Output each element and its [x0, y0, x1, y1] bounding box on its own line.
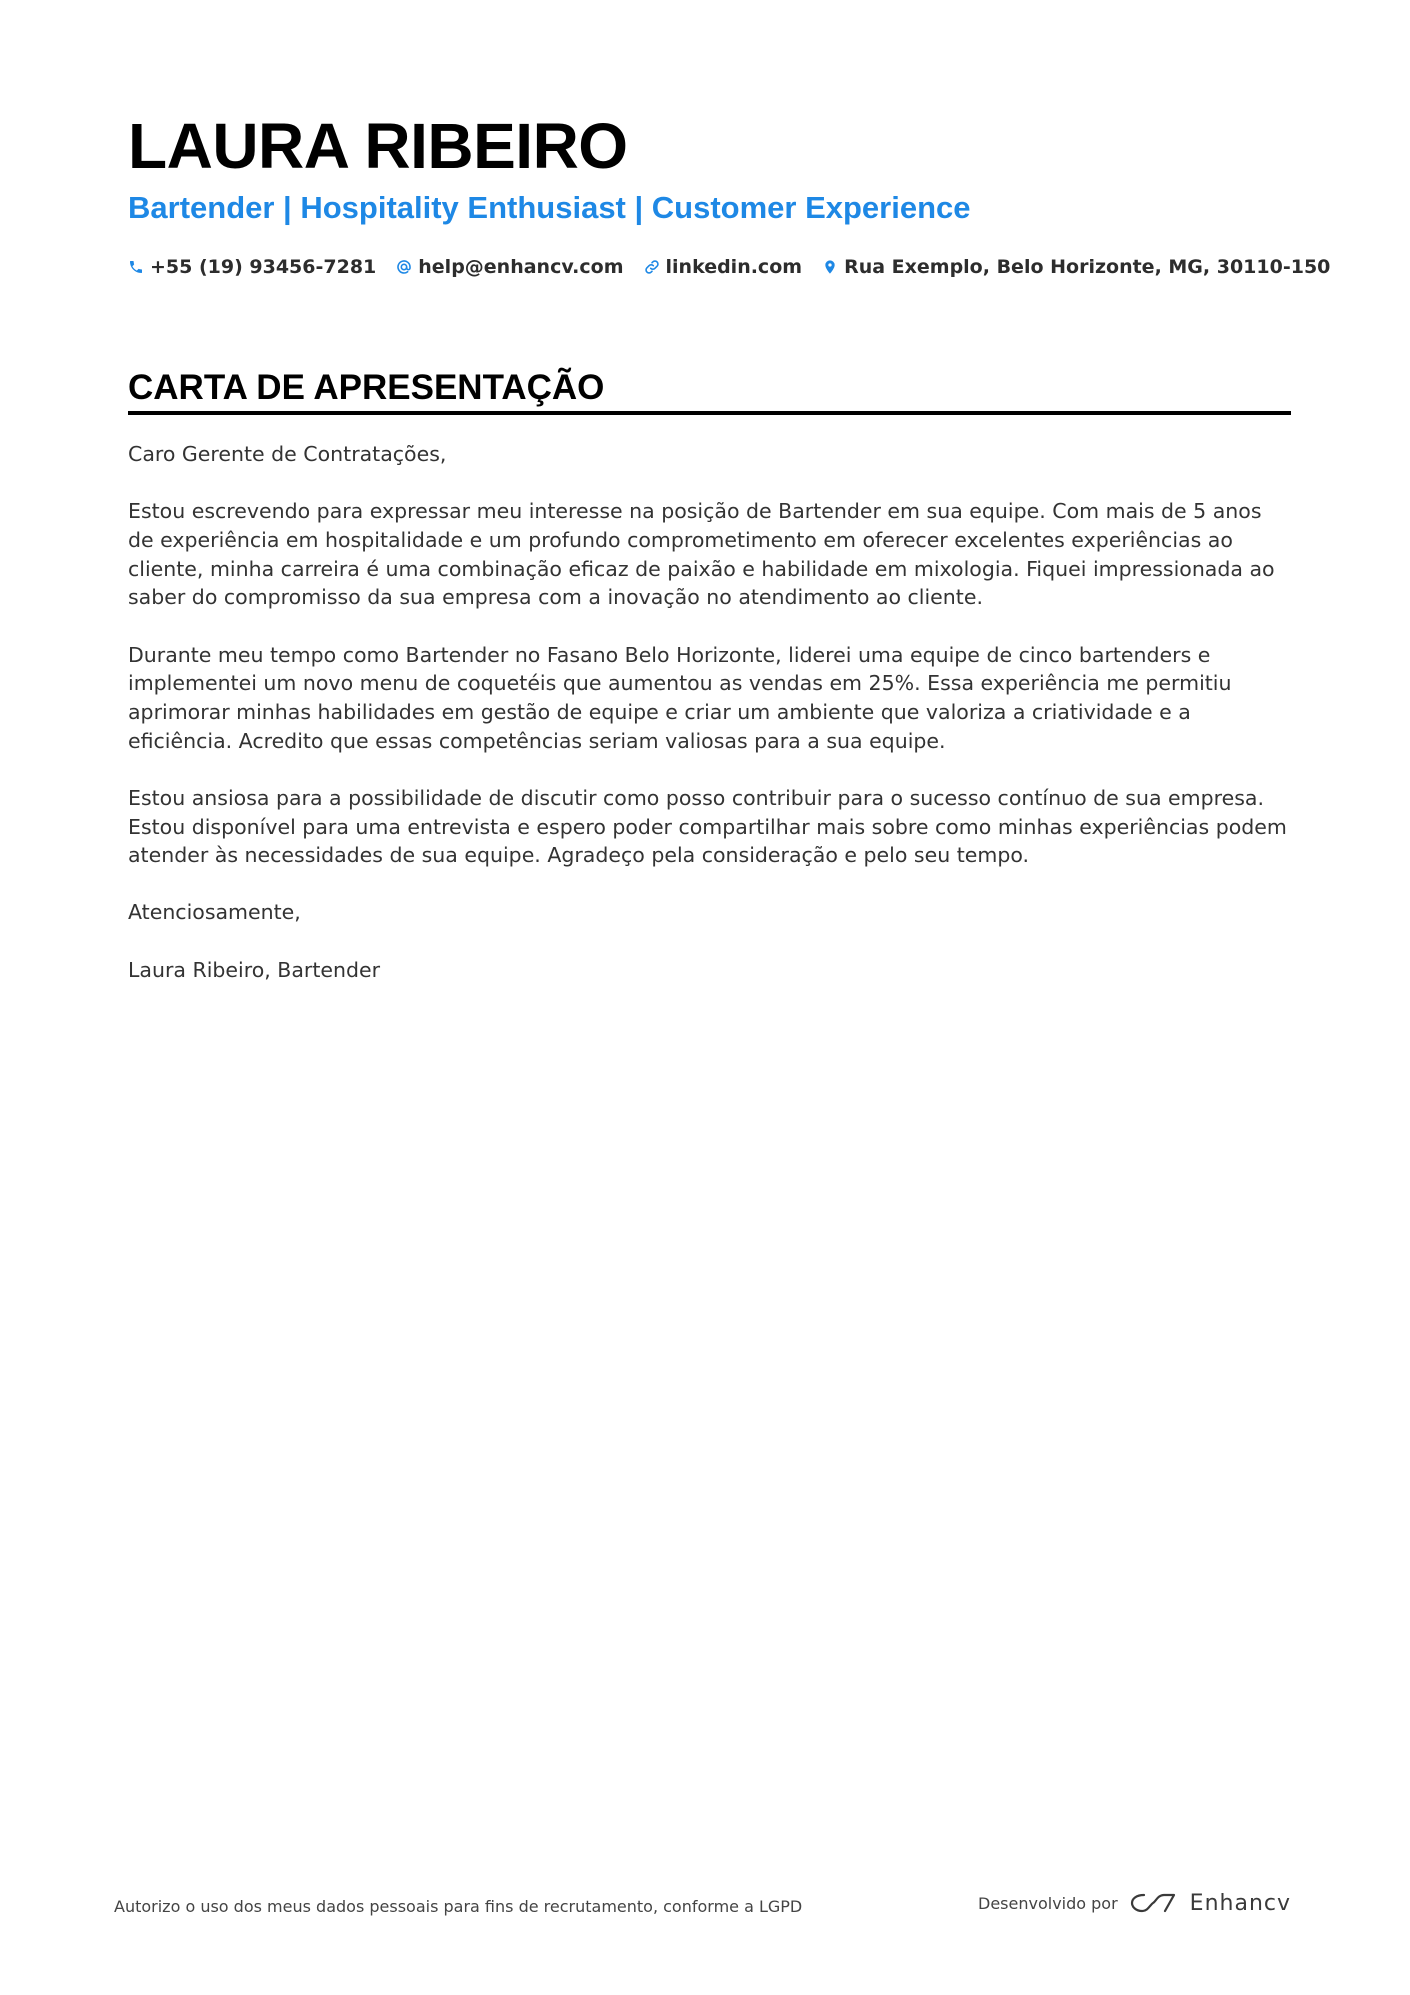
section-title: CARTA DE APRESENTAÇÃO	[128, 368, 605, 407]
location-text: Rua Exemplo, Belo Horizonte, MG, 30110-150	[844, 256, 1331, 278]
candidate-headline: Bartender | Hospitality Enthusiast | Customer Experience	[128, 190, 971, 225]
email-text[interactable]: help@enhancv.com	[418, 256, 624, 278]
contact-bar	[128, 252, 1350, 282]
at-icon	[396, 259, 412, 275]
brand-name: Enhancv	[1189, 1890, 1291, 1916]
letter-closing: Atenciosamente,	[128, 900, 301, 925]
letter-greeting: Caro Gerente de Contratações,	[128, 442, 447, 466]
contact-email	[396, 256, 623, 278]
candidate-name: LAURA RIBEIRO	[128, 110, 628, 182]
map-pin-icon	[822, 259, 838, 275]
footer-branding[interactable]	[978, 1890, 1291, 1916]
phone-icon	[128, 259, 144, 275]
contact-location	[822, 256, 1330, 278]
footer-consent: Autorizo o uso dos meus dados pessoais para fins de recrutamento, conforme a LGPD	[114, 1897, 803, 1916]
contact-linkedin	[644, 256, 803, 278]
letter-paragraph: Estou escrevendo para expressar meu interesse na posição de Bartender em sua equipe. Com mais de 5 anos de experiência em hospitalidade e um profundo comprometimento em oferecer excelentes experiências ao cliente, minha carreira é uma combinação eficaz de paixão e habilidade em mixologia. Fiquei impressionada ao saber do compromisso da sua empresa com a inovação no atendimento ao cliente.	[128, 499, 1275, 610]
contact-phone	[128, 256, 376, 278]
section-divider	[128, 411, 1291, 415]
letter-signature: Laura Ribeiro, Bartender	[128, 957, 381, 982]
linkedin-text[interactable]: linkedin.com	[665, 256, 803, 278]
phone-text[interactable]: +55 (19) 93456-7281	[150, 256, 377, 278]
letter-paragraph: Estou ansiosa para a possibilidade de discutir como posso contribuir para o sucesso contínuo de sua empresa. Estou disponível para uma entrevista e espero poder compartilhar mais sobre como minhas experiências podem atender às necessidades de sua equipe. Agradeço pela consideração e pelo seu tempo.	[128, 785, 1287, 868]
link-icon	[644, 259, 660, 275]
letter-body	[128, 440, 1291, 1013]
enhancv-logo-icon	[1130, 1890, 1176, 1916]
powered-by-label: Desenvolvido por	[978, 1893, 1118, 1913]
letter-paragraph: Durante meu tempo como Bartender no Fasano Belo Horizonte, liderei uma equipe de cinco bartenders e implementei um novo menu de coquetéis que aumentou as vendas em 25%. Essa experiência me permitiu aprimorar minhas habilidades em gestão de equipe e criar um ambiente que valoriza a criatividade e a eficiência. Acredito que essas competências seriam valiosas para a sua equipe.	[128, 642, 1232, 753]
